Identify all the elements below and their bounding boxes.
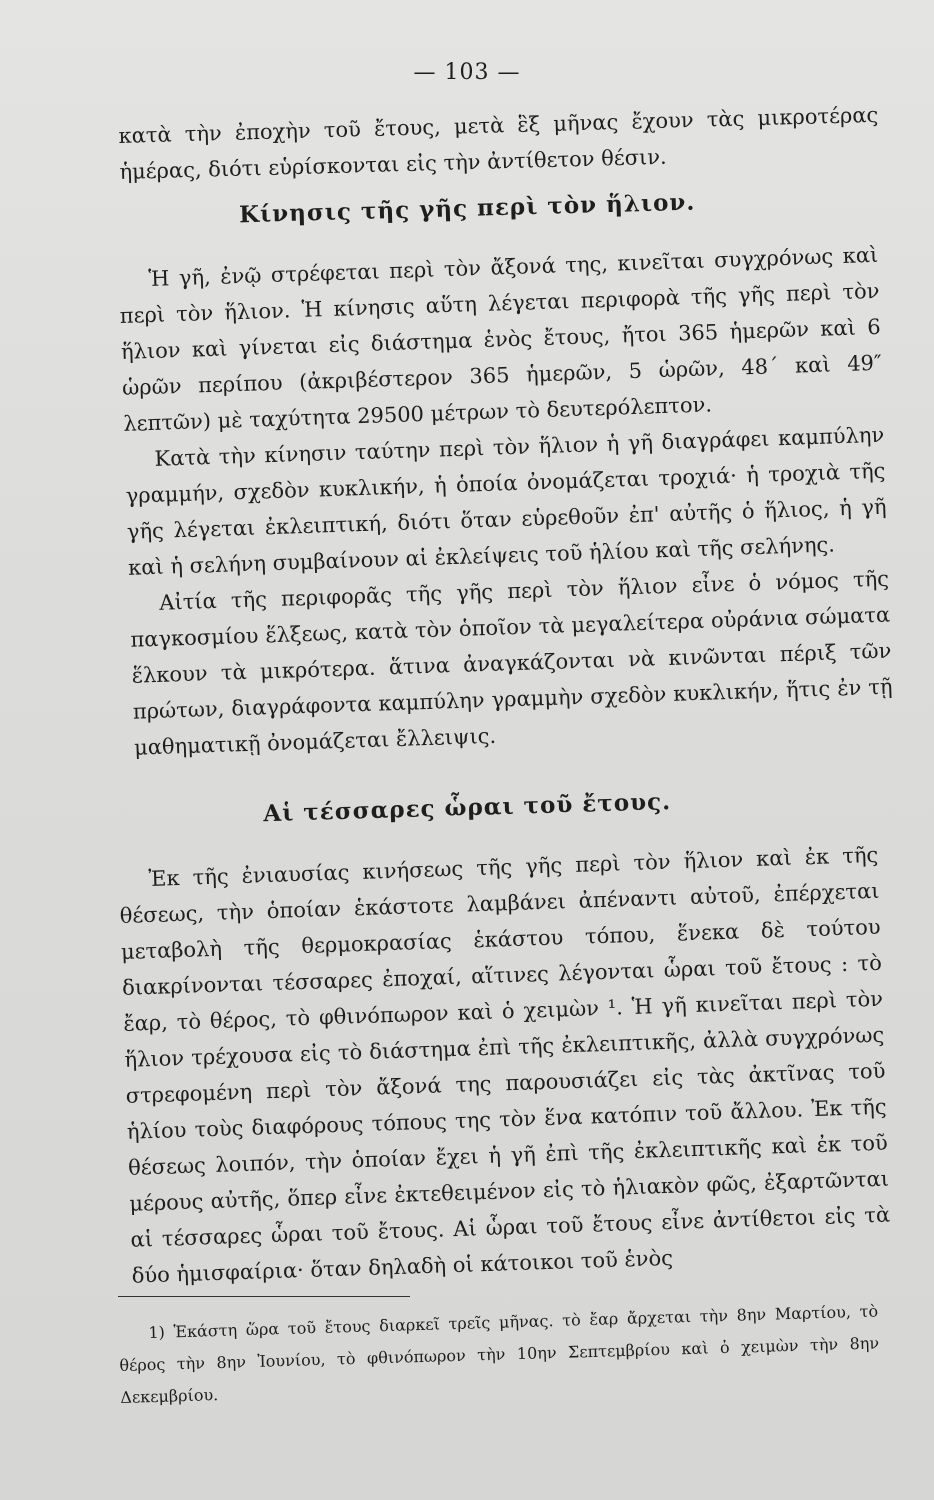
footnote-divider [118,1296,410,1297]
section1-paragraph-1: Ἡ γῆ, ἐνῷ στρέφεται περὶ τὸν ἄξονά της, κινεῖται συγχρόνως καὶ περὶ τὸν ἥλιον. Ἡ κίνησις αὕτη λέγεται περιφορὰ τῆς γῆς περὶ τὸν ἥλιον καὶ γίνεται εἰς διάστημα ἑνὸς ἔτους, ἤτοι 365 ἡμερῶν καὶ 6 ὡρῶν περίπου (ἀκριβέστερον 365 ἡμερῶν, 5 ὡρῶν, 48΄ καὶ 49″ λεπτῶν) μὲ ταχύτητα 29500 μέτρων τὸ δευτερόλεπτον. [119,242,883,436]
section-heading-four-seasons: Αἱ τέσσαρες ὧραι τοῦ ἔτους. [262,788,672,828]
section1-body [118,237,894,766]
intro-paragraph [118,97,880,190]
page-number: — 103 — [413,60,521,85]
section1-paragraph-3: Αἰτία τῆς περιφορᾶς τῆς γῆς περὶ τὸν ἥλιον εἶνε ὁ νόμος τῆς παγκοσμίου ἕλξεως, κατὰ τὸν ὁποῖον τὰ μεγαλείτερα οὐράνια σώματα ἕλκουν τὰ μικρότερα. ἅτινα ἀναγκάζονται νὰ κινῶνται πέριξ τῶν πρώτων, διαγράφοντα καμπύλην γραμμὴν σχεδὸν κυκλικήν, ἥτις ἐν τῇ μαθηματικῇ ὀνομάζεται ἔλλειψις. [130,566,893,760]
section-heading-earth-revolution: Κίνησις τῆς γῆς περὶ τὸν ἥλιον. [238,188,696,229]
section2-body [118,837,892,1294]
section2-paragraph-1: Ἐκ τῆς ἐνιαυσίας κινήσεως τῆς γῆς περὶ τὸν ἥλιον καὶ ἐκ τῆς θέσεως, τὴν ὁποίαν ἑκάστοτε λαμβάνει ἀπέναντι αὐτοῦ, ἐπέρχεται μεταβολὴ τῆς θερμοκρασίας ἑκάστου τόπου, ἕνεκα δὲ τούτου διακρίνονται τέσσαρες ἐποχαί, αἵτινες λέγονται ὧραι τοῦ ἔτους : τὸ ἔαρ, τὸ θέρος, τὸ φθινόπωρον καὶ ὁ χειμὼν ¹. Ἡ γῆ κινεῖται περὶ τὸν ἥλιον τρέχουσα εἰς τὸ διάστημα ἐπὶ τῆς ἐκλειπτικῆς, ἀλλὰ συγχρόνως στρεφομένη περὶ τὸν ἄξονά της παρουσιάζει εἰς τὰς ἀκτῖνας τοῦ ἡλίου τοὺς διαφόρους τόπους της τὸν ἕνα κατόπιν τοῦ ἄλλου. Ἐκ τῆς θέσεως λοιπόν, τὴν ὁποίαν ἔχει ἡ γῆ ἐπὶ τῆς ἐκλειπτικῆς καὶ ἐκ τοῦ μέρους αὐτῆς, ὅπερ εἶνε ἐκτεθειμένον εἰς τὸ ἡλιακὸν φῶς, ἐξαρτῶνται αἱ τέσσαρες ὧραι τοῦ ἔτους. Αἱ ὧραι τοῦ ἔτους εἶνε ἀντίθετοι εἰς τὰ δύο ἡμισφαίρια· ὅταν δηλαδὴ οἱ κάτοικοι τοῦ ἑνὸς [119,842,891,1288]
footnote [118,1295,881,1414]
footnote-text: 1) Ἑκάστη ὥρα τοῦ ἔτους διαρκεῖ τρεῖς μῆνας. τὸ ἔαρ ἄρχεται τὴν 8ην Μαρτίου, τὸ θέρος τὴν 8ην Ἰουνίου, τὸ φθινόπωρον τὴν 10ην Σεπτεμβρίου καὶ ὁ χειμὼν τὴν 8ην Δεκεμβρίου. [119,1301,880,1407]
section1-paragraph-2: Κατὰ τὴν κίνησιν ταύτην περὶ τὸν ἥλιον ἡ γῆ διαγράφει καμπύλην γραμμήν, σχεδὸν κυκλικήν, ἡ ὁποία ὀνομάζεται τροχιά· ἡ τροχιὰ τῆς γῆς λέγεται ἐκλειπτική, διότι ὅταν εὑρεθοῦν ἐπ' αὐτῆς ὁ ἥλιος, ἡ γῆ καὶ ἡ σελήνη συμβαίνουν αἱ ἐκλείψεις τοῦ ἡλίου καὶ τῆς σελήνης. [125,422,887,580]
intro-text: κατὰ τὴν ἐποχὴν τοῦ ἔτους, μετὰ ἓξ μῆνας ἔχουν τὰς μικροτέρας ἡμέρας, διότι εὑρίσκονται εἰς τὴν ἀντίθετον θέσιν. [118,102,879,184]
